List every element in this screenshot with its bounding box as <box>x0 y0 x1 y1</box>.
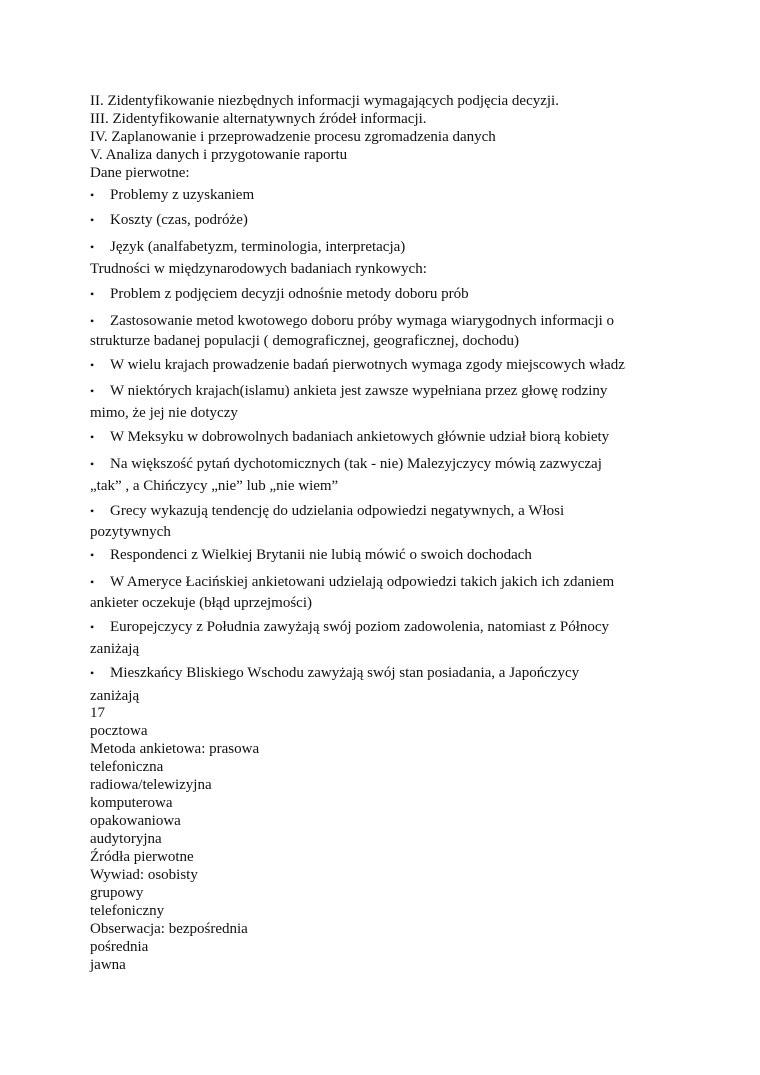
bullet-icon: • <box>90 240 95 254</box>
page-number: 17 <box>90 705 105 721</box>
text-line: opakowaniowa <box>90 813 181 829</box>
bullet-icon: • <box>90 666 95 680</box>
list-item-continuation: zaniżają <box>90 688 140 704</box>
bullet-icon: • <box>90 314 95 328</box>
bullet-icon: • <box>90 620 95 634</box>
text-line: jawna <box>90 957 126 973</box>
list-item-text: Problemy z uzyskaniem <box>110 187 255 203</box>
bullet-icon: • <box>90 575 95 589</box>
list-item-text: Problem z podjęciem decyzji odnośnie metody doboru prób <box>110 286 469 302</box>
list-item-text: Na większość pytań dychotomicznych (tak - nie) Malezyjczycy mówią zazwyczaj <box>110 456 602 472</box>
text-line: audytoryjna <box>90 831 162 847</box>
bullet-icon: • <box>90 287 95 301</box>
step-line-2: II. Zidentyfikowanie niezbędnych informacji wymagających podjęcia decyzji. <box>90 93 559 109</box>
bullet-icon: • <box>90 457 95 471</box>
list-item-text: W wielu krajach prowadzenie badań pierwotnych wymaga zgody miejscowych władz <box>110 357 625 373</box>
list-item-text: W niektórych krajach(islamu) ankieta jest zawsze wypełniana przez głowę rodziny <box>110 383 608 399</box>
list-item-text: W Ameryce Łacińskiej ankietowani udzielają odpowiedzi takich jakich ich zdaniem <box>110 574 615 590</box>
step-line-4: IV. Zaplanowanie i przeprowadzenie procesu zgromadzenia danych <box>90 129 496 145</box>
bullet-icon: • <box>90 188 95 202</box>
interview-heading: Wywiad: osobisty <box>90 867 198 883</box>
bullet-icon: • <box>90 430 95 444</box>
list-item-continuation: pozytywnych <box>90 524 171 540</box>
text-line: radiowa/telewizyjna <box>90 777 212 793</box>
list-item-text: Zastosowanie metod kwotowego doboru próby wymaga wiarygodnych informacji o <box>110 313 615 329</box>
list-item-text: Europejczycy z Południa zawyżają swój poziom zadowolenia, natomiast z Północy <box>110 619 610 635</box>
bullet-icon: • <box>90 504 95 518</box>
bullet-icon: • <box>90 384 95 398</box>
text-line: telefoniczna <box>90 759 164 775</box>
list-item-text: W Meksyku w dobrowolnych badaniach ankietowych głównie udział biorą kobiety <box>110 429 610 445</box>
text-line: pośrednia <box>90 939 149 955</box>
list-item-text: Koszty (czas, podróże) <box>110 212 248 228</box>
list-item-text: Respondenci z Wielkiej Brytanii nie lubią mówić o swoich dochodach <box>110 547 532 563</box>
step-line-5: V. Analiza danych i przygotowanie raportu <box>90 147 348 163</box>
primary-data-heading: Dane pierwotne: <box>90 165 190 181</box>
text-line: grupowy <box>90 885 144 901</box>
bullet-icon: • <box>90 548 95 562</box>
list-item-continuation: strukturze badanej populacji ( demograficznej, geograficznej, dochodu) <box>90 333 519 349</box>
list-item-continuation: mimo, że jej nie dotyczy <box>90 405 238 421</box>
bullet-icon: • <box>90 358 95 372</box>
primary-sources-heading: Źródła pierwotne <box>90 849 194 865</box>
survey-method-heading: Metoda ankietowa: prasowa <box>90 741 260 757</box>
list-item-text: Język (analfabetyzm, terminologia, interpretacja) <box>110 239 406 255</box>
list-item-continuation: „tak” , a Chińczycy „nie” lub „nie wiem” <box>90 478 339 494</box>
text-line: pocztowa <box>90 723 148 739</box>
observation-heading: Obserwacja: bezpośrednia <box>90 921 248 937</box>
text-line: komputerowa <box>90 795 173 811</box>
text-line: telefoniczny <box>90 903 165 919</box>
difficulties-heading: Trudności w międzynarodowych badaniach rynkowych: <box>90 261 427 277</box>
list-item-text: Grecy wykazują tendencję do udzielania odpowiedzi negatywnych, a Włosi <box>110 503 565 519</box>
list-item-text: Mieszkańcy Bliskiego Wschodu zawyżają swój stan posiadania, a Japończycy <box>110 665 580 681</box>
step-line-3: III. Zidentyfikowanie alternatywnych źródeł informacji. <box>90 111 427 127</box>
list-item-continuation: ankieter oczekuje (błąd uprzejmości) <box>90 595 312 611</box>
bullet-icon: • <box>90 213 95 227</box>
list-item-continuation: zaniżają <box>90 641 140 657</box>
